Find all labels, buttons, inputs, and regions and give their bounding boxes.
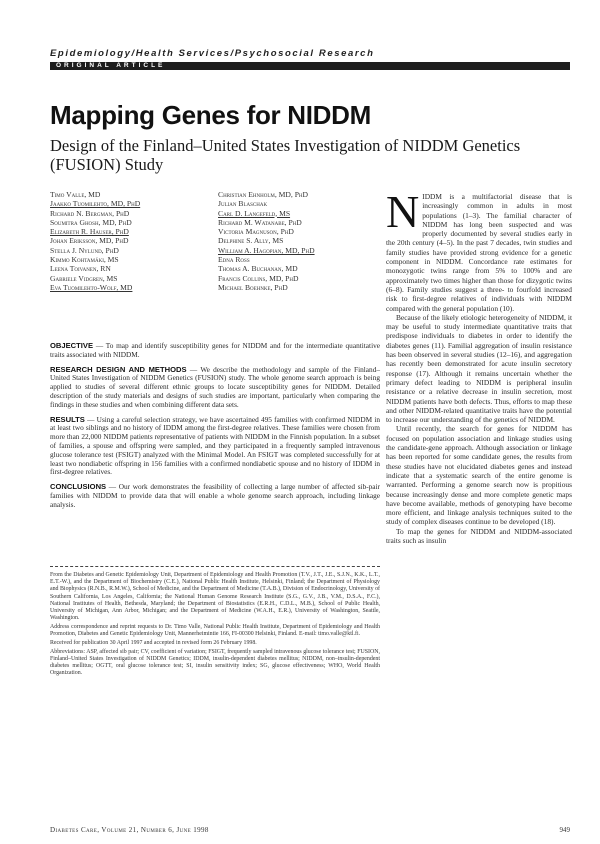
article-type-band: ORIGINAL ARTICLE xyxy=(50,62,570,70)
abstract-results: RESULTS — Using a careful selection strategy, we have ascertained 495 families with confirmed NIDDM in at least two siblings and no history of IDDM among the first-degree relatives. These families were chosen from more than 22,000 NIDDM patients representative of patients with NIDDM in the Finnish population. In a subset of families, a spouse and offspring were sampled, and they participated in a frequently sampled intravenous glucose tolerance test (FSIGT) analyzed with the Minimal Model. An FSIGT was completed successfully for at least two nondiabetic offspring in 156 families with a confirmed nondiabetic spouse and no history of IDDM in first-degree relatives. xyxy=(50,414,380,477)
intro-paragraph: To map the genes for NIDDM and NIDDM-associated traits such as insulin xyxy=(386,526,572,545)
author: Edna Ross xyxy=(218,255,250,265)
abstract-objective: OBJECTIVE — To map and identify susceptibility genes for NIDDM and for the intermediate quantitative traits associated with NIDDM. xyxy=(50,341,380,359)
intro-text: IDDM is a multifactorial disease that is increasingly common in adults in most populations (1–3). The familial character of NIDDM has long been suspected and was properly documented by several studies early in the 20th century (4–5). In the past 7 decades, twin studies and family studies have provided strong evidence for a genetic component in NIDDM. Concordance rate estimates for monozygotic twins range from 5% to 100% and are approximately two times higher than those for dizygotic twins (6–8). Family studies suggest a three- to fourfold increased risk to first-degree relatives of individuals with NIDDM compared with the general population (10). xyxy=(386,192,572,313)
abstract-heading: CONCLUSIONS xyxy=(50,482,107,492)
section-label: Epidemiology/Health Services/Psychosocial Research xyxy=(50,48,375,59)
authors-left-column xyxy=(50,190,210,292)
author: Gabriele Vidgren, MS xyxy=(50,273,118,283)
author: Leena Toivanen, RN xyxy=(50,264,111,274)
correspondence-text: Address correspondence and reprint requests to Dr. Timo Valle, National Public Health Institute, Department of Epidemiology and Health Promotion, Diabetes and Genetic Epidemiology Unit, Mannerheimintie 166, FI-00300 Helsinki, Finland. E-mail: timo.valle@ktl.fi. xyxy=(50,623,380,638)
author: Eva Tuomilehto-Wolf, MD xyxy=(50,282,133,292)
author: Jaakko Tuomilehto, MD, PhD xyxy=(50,199,141,209)
author: Elizabeth R. Hauser, PhD xyxy=(50,227,129,237)
author: Michael Boehnke, PhD xyxy=(218,282,288,292)
article-title: Mapping Genes for NIDDM xyxy=(50,100,371,130)
received-text: Received for publication 30 April 1997 and accepted in revised form 26 February 1998. xyxy=(50,639,257,646)
abstract-text: To map and identify susceptibility genes for NIDDM and for the intermediate quantitative traits associated with NIDDM. xyxy=(50,341,380,359)
intro-paragraph: Because of the likely etiologic heterogeneity of NIDDM, it may be useful to study intermediate quantitative traits that predispose individuals to diabetes in order to identify the diabetes genes (11). Familial aggregation of insulin resistance has been observed in several studies (12–16), and aggregation has recently been demonstrated for acute insulin secretory response (17). Although it remains uncertain whether the primary defect leading to NIDDM is peripheral insulin resistance or a relative decrease in insulin secretion, most NIDDM patients have both defects. Thus, efforts to map these and other NIDDM-related quantitative traits have the potential to increase our understanding of the genetics of NIDDM. xyxy=(386,312,572,425)
author: Richard M. Watanabe, PhD xyxy=(218,217,302,227)
author: Kimmo Kohtamäki, MS xyxy=(50,255,119,265)
author: Julian Blaschak xyxy=(218,199,268,209)
intro-paragraph xyxy=(386,186,572,313)
author: Johan Eriksson, MD, PhD xyxy=(50,236,129,246)
author: Christian Ehnholm, MD, PhD xyxy=(218,190,309,199)
intro-paragraph: Until recently, the search for genes for NIDDM has focused on population association and linkage studies using the candidate-gene approach. Although association or linkage has been reported for some candidate genes, the results from these studies have not elucidated diabetes genes and instead indicate that a systematic search of the entire genome is warranted. Performing a genome search now is propitious because increasingly dense and more complete genetic maps have become available, methods of genotyping have become more efficient, and linkage analysis techniques suited to the study of complex diseases continue to be developed (18). xyxy=(386,424,572,527)
abstract-text: Our work demonstrates the feasibility of collecting a large number of affected sib-pair families with NIDDM to provide data that will enable a whole genome search approach, including linkage analysis. xyxy=(50,482,380,509)
page-footer xyxy=(50,826,570,836)
abstract-heading: RESULTS xyxy=(50,414,85,424)
drop-cap: N xyxy=(386,186,420,237)
abstract-heading: OBJECTIVE xyxy=(50,341,94,350)
journal-citation: Diabetes Care, Volume 21, Number 6, June 1998 xyxy=(50,826,209,834)
author: Timo Valle, MD xyxy=(50,190,101,199)
page-number: 949 xyxy=(559,826,570,834)
author: Richard N. Bergman, PhD xyxy=(50,208,130,218)
author: Delphine S. Ally, MS xyxy=(218,236,284,246)
affiliations-footnote xyxy=(50,572,380,679)
abstract-conclusions: CONCLUSIONS — Our work demonstrates the feasibility of collecting a large number of affected sib-pair families with NIDDM to provide data that will enable a whole genome search approach, including linkage analysis. xyxy=(50,482,380,509)
authors-right-column xyxy=(218,190,378,292)
abstract xyxy=(50,342,380,516)
article-subtitle: Design of the Finland–United States Investigation of NIDDM Genetics (FUSION) Study xyxy=(50,136,521,174)
author: Victoria Magnuson, PhD xyxy=(218,227,294,237)
abstract-heading: RESEARCH DESIGN AND METHODS xyxy=(50,364,187,374)
intro-column xyxy=(386,186,572,545)
author: Soumitra Ghosh, MD, PhD xyxy=(50,217,132,227)
affiliation-text: From the Diabetes and Genetic Epidemiology Unit, Department of Epidemiology and Health Promotion (T.V., J.T., J.E., S.J.N., K.K., L.T., E.T.-W.), and the Department of Biochemistry (C.E.), National Public Health Institute, Helsinki, Finland; the Department of Physiology and Biophysics (R.N.B., R.M.W.), School of Medicine, and the Department of Medicine (T.A.B.), Division of Endocrinology, University of Southern California, Los Angeles, California; the National Human Genome Research Institute (S.G., G.V., J.B., V.M., D.S.A., F.C.), National Institutes of Health, Bethesda, Maryland; the Department of Biostatistics (E.R.H., C.D.L., M.B.), School of Public Health, University of Michigan, Ann Arbor, Michigan; and the Department of Medicine (W.A.H., E.R.), University of Washington, Seattle, Washington. xyxy=(50,572,380,622)
footnote-divider xyxy=(50,566,380,567)
author: William A. Hagopian, MD, PhD xyxy=(218,245,315,255)
author: Thomas A. Buchanan, MD xyxy=(218,264,298,274)
abstract-text: Using a careful selection strategy, we have ascertained 495 families with confirmed NIDDM in at least two siblings and no history of IDDM among the first-degree relatives. These families were chosen from more than 22,000 NIDDM patients representative of patients with NIDDM in the Finnish population. In a subset of families, a spouse and offspring were sampled, and they participated in a frequently sampled intravenous glucose tolerance test (FSIGT) analyzed with the Minimal Model. An FSIGT was completed successfully for at least two nondiabetic offspring in 156 families with a confirmed nondiabetic spouse and no history of IDDM in first-degree relatives. xyxy=(50,414,380,477)
abstract-methods: RESEARCH DESIGN AND METHODS — We describe the methodology and sample of the Finland–United States Investigation of NIDDM Genetics (FUSION) study. The whole genome search approach is being applied to studies of several different ethnic groups to locate susceptibility genes for NIDDM. Detailed description of the study materials and designs of such studies are important, particularly when comparing the findings in these studies and when combining different data sets. xyxy=(50,364,380,409)
abstract-text: We describe the methodology and sample of the Finland–United States Investigation of NIDDM Genetics (FUSION) study. The whole genome search approach is being applied to studies of several different ethnic groups to locate susceptibility genes for NIDDM. Detailed description of the study materials and designs of such studies are important, particularly when comparing the findings in these studies and when combining different data sets. xyxy=(50,364,380,409)
author: Francis Collins, MD, PhD xyxy=(218,273,299,283)
abbreviations-text: Abbreviations: ASP, affected sib pair; CV, coefficient of variation; FSIGT, frequently sampled intravenous glucose tolerance test; FUSION, Finland–United States Investigation of NIDDM Genetics; IDDM, insulin-dependent diabetes mellitus; NIDDM, non–insulin-dependent diabetes mellitus; OGTT, oral glucose tolerance test; SI, insulin sensitivity index; SG, glucose effectiveness; WHO, World Health Organization. xyxy=(50,648,380,677)
author: Stella J. Nylund, PhD xyxy=(50,245,119,255)
author: Carl D. Langefeld, MS xyxy=(218,208,291,218)
